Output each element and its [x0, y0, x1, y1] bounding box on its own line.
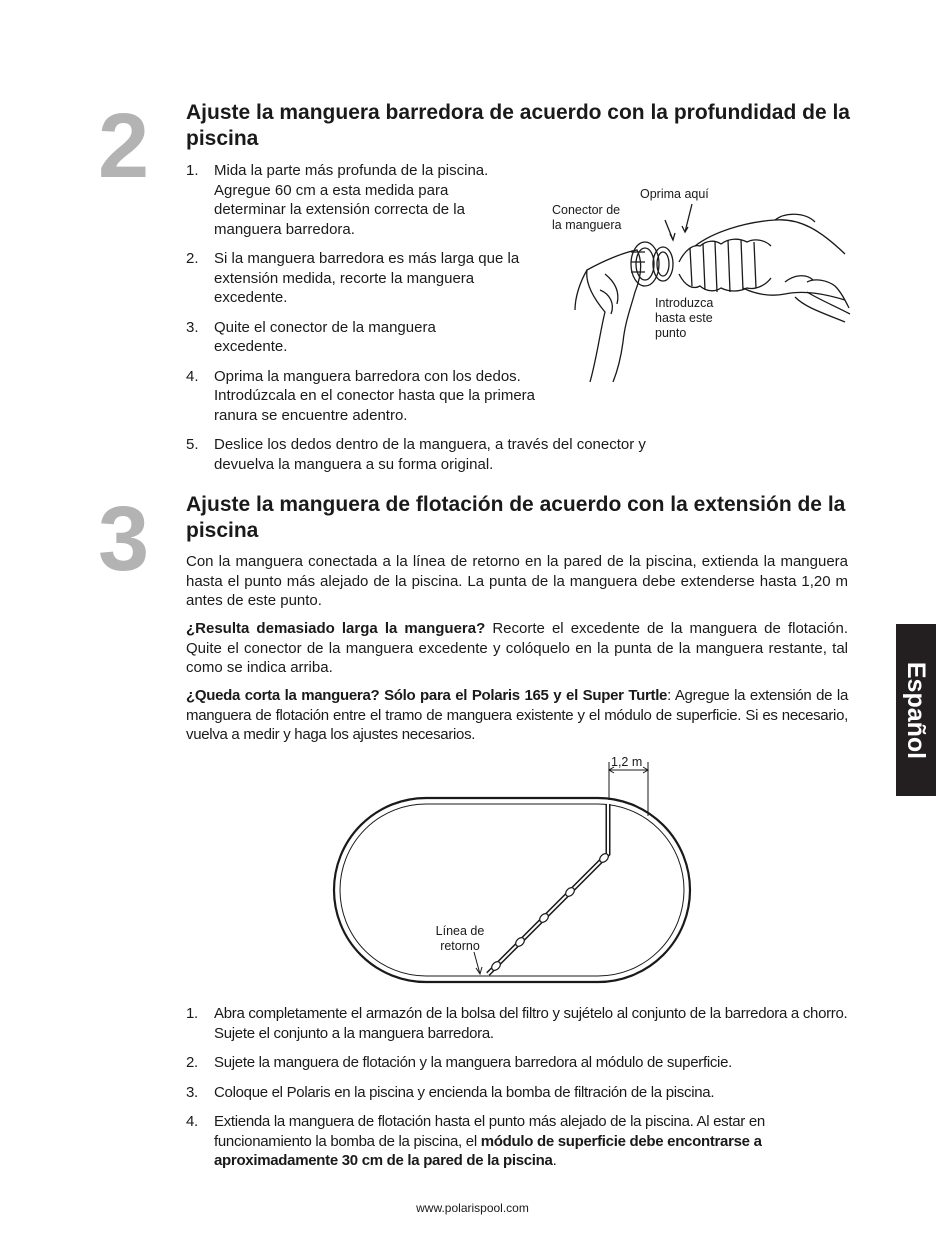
list-item — [186, 161, 514, 239]
list-item — [186, 435, 704, 474]
step-text: Coloque el Polaris en la piscina y encienda la bomba de filtración de la piscina. — [214, 1083, 715, 1101]
section-3-steps — [186, 1004, 848, 1181]
step-number: 3. — [186, 1083, 198, 1101]
step-number: 1. — [186, 1005, 198, 1022]
section-3-number: 3 — [98, 488, 150, 590]
label-hose-connector: Conector de la manguera — [552, 203, 622, 232]
step-number: 3. — [186, 318, 199, 336]
step-text-end: . — [552, 1152, 557, 1169]
label-distance: 1,2 m — [611, 755, 643, 769]
section-3-too-long-paragraph — [186, 619, 848, 678]
step-number: 2. — [186, 250, 199, 267]
step-number: 4. — [186, 367, 199, 385]
section-3-intro-paragraph: Con la manguera conectada a la línea de retorno en la pared de la piscina, extienda la manguera hasta el punto más alejado de la piscina. La punta de la manguera debe extenderse hasta 1,20 m antes de este punto. — [186, 553, 848, 609]
step-text-bold: módulo de superficie debe encontrarse a aproximadamente 30 cm de la pared de la piscina — [214, 1132, 762, 1169]
step-text: Si la manguera barredora es más larga que la extensión medida, recorte la manguera excedente. — [214, 250, 520, 306]
list-item — [186, 1083, 848, 1103]
list-item — [186, 1112, 848, 1171]
step-text: Oprima la manguera barredora con los dedos. Introdúzcala en el conector hasta que la primera ranura se encuentre adentro. — [214, 367, 536, 424]
step-number: 2. — [186, 1054, 198, 1071]
pool-hose-diagram — [330, 752, 700, 992]
footer-url: www.polarispool.com — [416, 1201, 529, 1215]
list-item — [186, 249, 534, 308]
step-text: Deslice los dedos dentro de la manguera, a través del conector y devuelva la manguera a su forma original. — [214, 436, 646, 473]
step-number: 4. — [186, 1113, 198, 1130]
section-2-number: 2 — [98, 95, 150, 197]
too-short-text: : Agregue la extensión de la manguera de flotación entre el tramo de manguera existente y el módulo de superficie. Si es necesario, vuelva a medir y haga los ajustes necesarios. — [186, 687, 848, 743]
step-text: Extienda la manguera de flotación hasta el punto más alejado de la piscina. Al estar en funcionamiento la bomba de la piscina, el — [214, 1113, 765, 1150]
section-2-title: Ajuste la manguera barredora de acuerdo con la profundidad de la piscina — [186, 101, 850, 150]
label-return-line: Línea de retorno — [435, 924, 485, 953]
list-item — [186, 318, 504, 357]
language-tab — [896, 624, 936, 796]
step-number: 1. — [186, 162, 199, 179]
list-item — [186, 1004, 848, 1043]
list-item — [186, 1053, 848, 1073]
label-insert-to-point: Introduzca hasta este punto — [655, 296, 714, 340]
step-text: Abra completamente el armazón de la bolsa del filtro y sujételo al conjunto de la barredora a chorro. Sujete el conjunto a la manguera barredora. — [214, 1005, 848, 1042]
label-press-here: Oprima aquí — [640, 187, 709, 201]
too-long-text: Recorte el excedente de la manguera de flotación. Quite el conector de la manguera excedente y colóquelo en la punta de la manguera restante, tal como se indica arriba. — [186, 620, 848, 676]
step-text: Sujete la manguera de flotación y la manguera barredora al módulo de superficie. — [214, 1054, 732, 1071]
step-number: 5. — [186, 436, 199, 453]
language-tab-label: Español — [902, 661, 931, 759]
list-item — [186, 367, 544, 426]
section-3-title: Ajuste la manguera de flotación de acuerdo con la extensión de la piscina — [186, 493, 846, 542]
too-short-question: ¿Queda corta la manguera? Sólo para el Polaris 165 y el Super Turtle — [186, 687, 668, 704]
section-3-too-short-paragraph — [186, 686, 848, 745]
step-text: Quite el conector de la manguera excedente. — [214, 318, 436, 355]
too-long-question: ¿Resulta demasiado larga la manguera? — [186, 620, 486, 637]
step-text: Mida la parte más profunda de la piscina. Agregue 60 cm a esta medida para determinar la extensión correcta de la manguera barredora. — [214, 162, 489, 238]
